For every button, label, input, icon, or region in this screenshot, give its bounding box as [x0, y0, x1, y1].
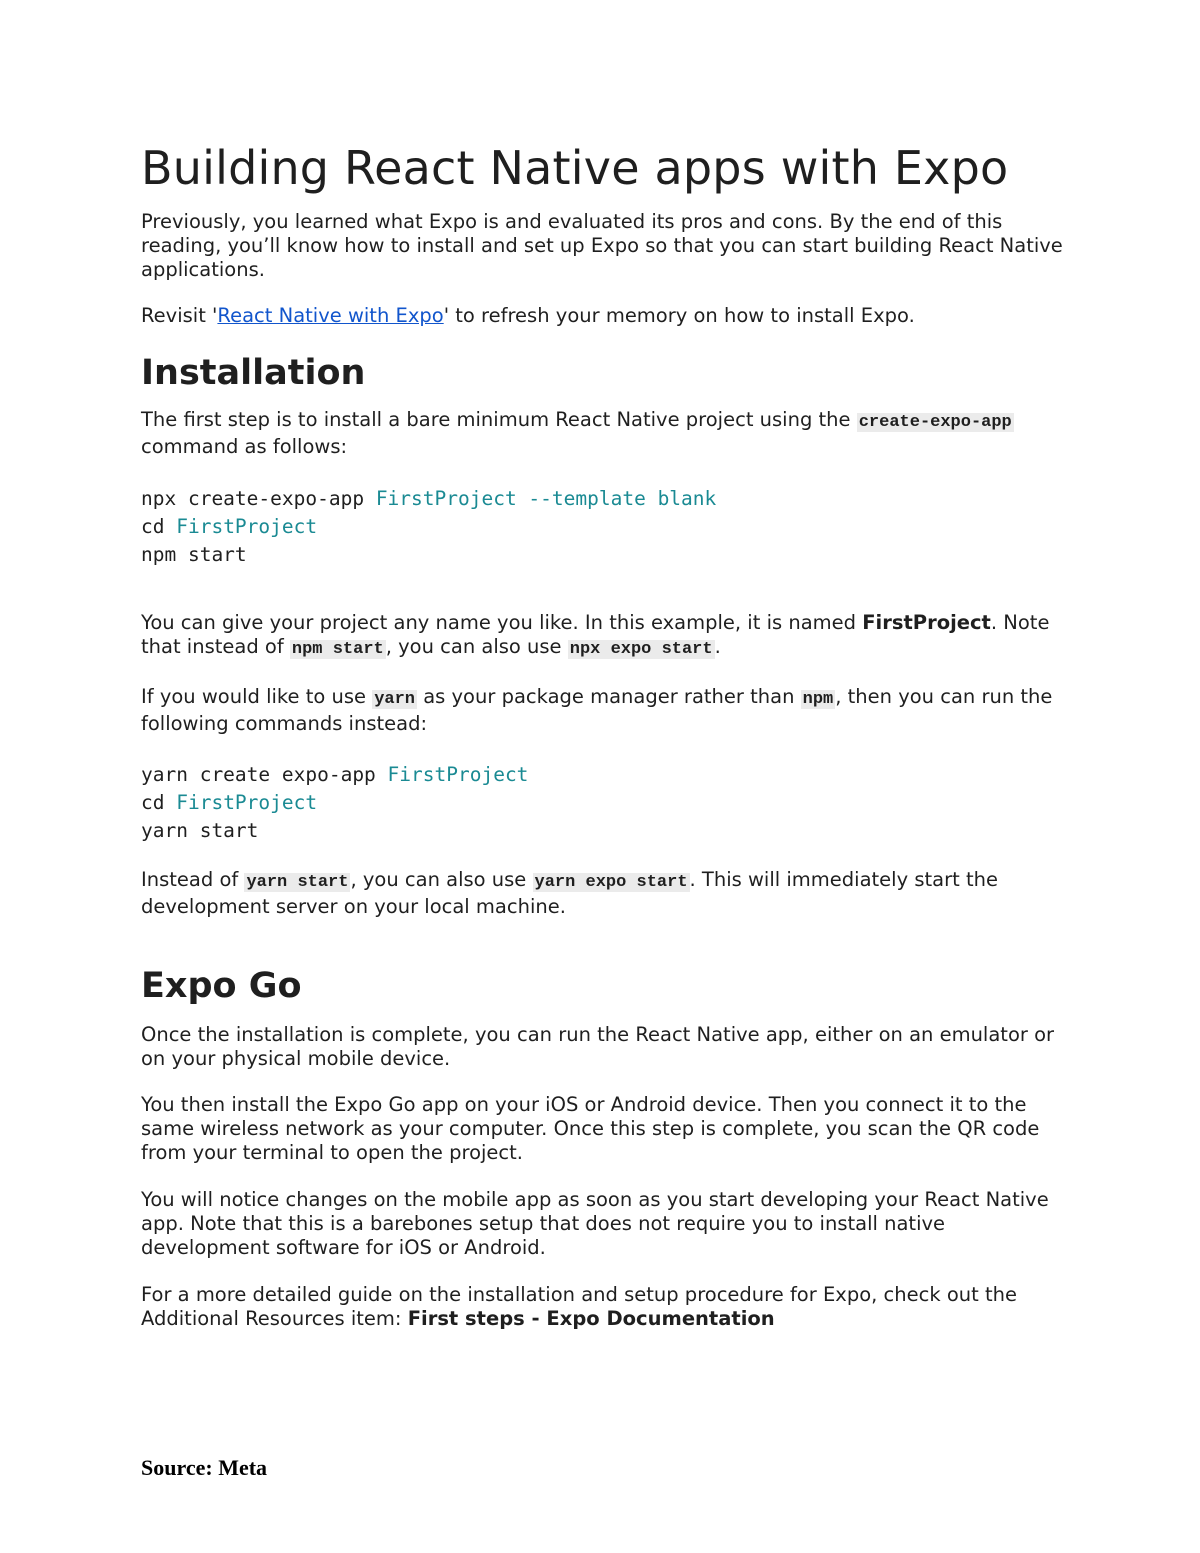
code-line — [141, 485, 1071, 513]
code-line — [141, 513, 1071, 541]
inline-code-yarn-expo-start: yarn expo start — [534, 873, 688, 892]
first-steps-reference: First steps - Expo Documentation — [407, 1307, 775, 1330]
installation-p2-text: , you can also use — [385, 635, 568, 658]
expo-go-paragraph-1: Once the installation is complete, you can run the React Native app, either on an emulator or on your physical mobile device. — [141, 1023, 1055, 1070]
project-name-bold: FirstProject — [862, 611, 991, 634]
code-command: yarn start — [141, 819, 259, 842]
installation-p2-text: You can give your project any name you like. In this example, it is named — [141, 611, 863, 634]
installation-p3-text: If you would like to use — [141, 685, 373, 708]
code-line — [141, 761, 1071, 789]
code-command: yarn create expo-app — [141, 763, 388, 786]
expo-go-paragraph-3: You will notice changes on the mobile app as soon as you start developing your React Native app. Note that this is a barebones setup that does not require you to install native development software for iOS or Android. — [141, 1188, 1049, 1259]
code-line — [141, 789, 1071, 817]
installation-p2-text: . — [714, 635, 721, 658]
installation-paragraph-4 — [141, 868, 1071, 919]
installation-paragraph-3 — [141, 685, 1071, 736]
installation-paragraph-2 — [141, 611, 1071, 662]
code-command: cd — [141, 791, 177, 814]
installation-p4-text: . This will immediately start the development server on your local machine. — [141, 868, 998, 918]
expo-go-heading: Expo Go — [141, 966, 302, 1006]
inline-code-yarn: yarn — [374, 690, 416, 709]
page-title: Building React Native apps with Expo — [141, 141, 1009, 195]
document-content — [141, 140, 1071, 1331]
installation-p4-text: Instead of — [141, 868, 245, 891]
revisit-text-before: Revisit ' — [141, 304, 218, 327]
yarn-code-block — [141, 761, 1071, 845]
installation-heading: Installation — [141, 353, 366, 393]
expo-go-paragraph-4 — [141, 1283, 1071, 1331]
code-command: npx create-expo-app — [141, 487, 376, 510]
code-line — [141, 541, 1071, 569]
code-argument: FirstProject — [387, 763, 529, 786]
inline-code-yarn-start: yarn start — [246, 873, 349, 892]
react-native-with-expo-link[interactable]: React Native with Expo — [217, 304, 444, 327]
code-command: npm start — [141, 543, 247, 566]
code-line — [141, 817, 1071, 845]
expo-go-p4-text: For a more detailed guide on the installation and setup procedure for Expo, check out the Additional Resources item: — [141, 1283, 1017, 1330]
installation-p2-text: . Note that instead of — [141, 611, 1050, 658]
installation-p1-text-after: command as follows: — [141, 435, 348, 458]
inline-code-npx-expo-start: npx expo start — [569, 640, 713, 659]
revisit-paragraph — [141, 304, 1071, 328]
intro-paragraph: Previously, you learned what Expo is and evaluated its pros and cons. By the end of this reading, you’ll know how to install and set up Expo so that you can start building React Native applications. — [141, 210, 1063, 281]
code-argument: FirstProject — [176, 791, 318, 814]
installation-p3-text: , then you can run the following commands instead: — [141, 685, 1053, 735]
inline-code-npm: npm — [802, 690, 834, 709]
code-argument: FirstProject — [176, 515, 318, 538]
installation-p1-text: The first step is to install a bare minimum React Native project using the — [141, 408, 857, 431]
code-argument: FirstProject --template blank — [375, 487, 717, 510]
inline-code-npm-start: npm start — [291, 640, 384, 659]
installation-p3-text: as your package manager rather than — [417, 685, 801, 708]
source-attribution: Source: Meta — [141, 1455, 268, 1480]
installation-paragraph-1 — [141, 408, 1071, 459]
code-command: cd — [141, 515, 177, 538]
installation-p4-text: , you can also use — [350, 868, 533, 891]
inline-code-create-expo-app: create-expo-app — [858, 413, 1012, 432]
npm-code-block — [141, 485, 1071, 569]
expo-go-paragraph-2: You then install the Expo Go app on your iOS or Android device. Then you connect it to the same wireless network as your computer. Once this step is complete, you scan the QR code from your terminal to open the project. — [141, 1093, 1040, 1164]
revisit-text-after: ' to refresh your memory on how to install Expo. — [443, 304, 915, 327]
